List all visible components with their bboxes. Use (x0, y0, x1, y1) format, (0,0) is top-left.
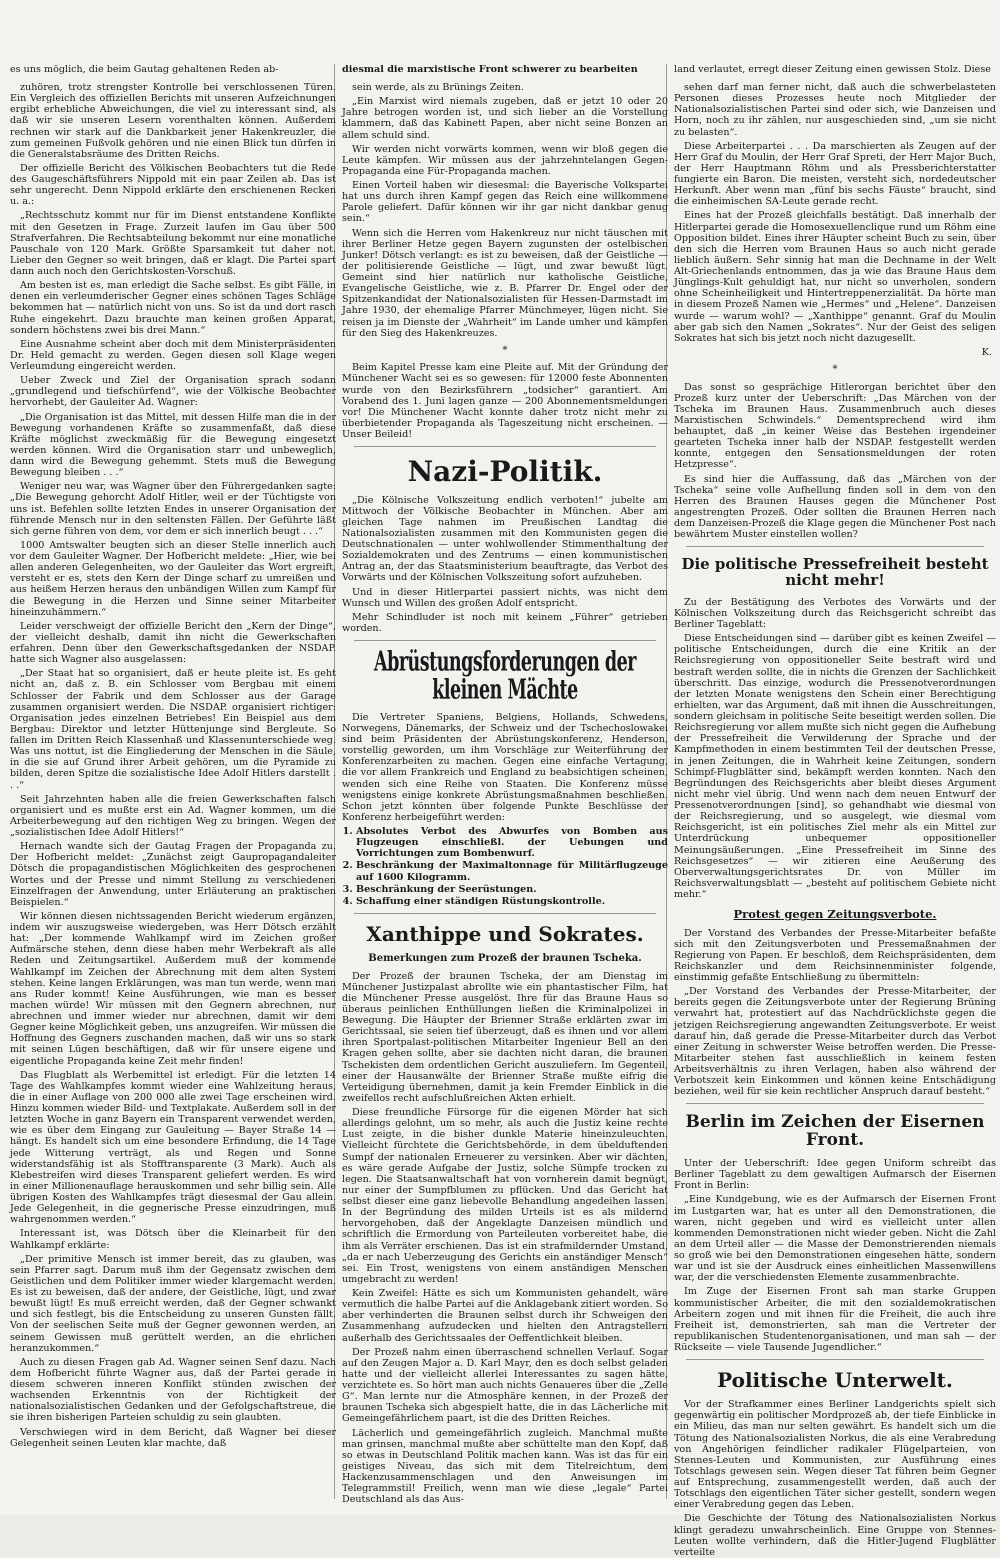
paragraph: Wir können diesen nichtssagenden Bericht wiederum ergänzen, indem wir auszugsweise wiedergeben, was Herr Dötsch erzählt hat: „Der kommende Wahlkampf wird im Zeichen großer Aufmärsche stehen, denn diese haben mehr Werbekraft als alle Reden und Zeitungsartikel. Außerdem muß der kommende Wahlkampf im Zeichen der Abrechnung mit dem alten System stehen. Keine langen Erklärungen, was man tun werde, wenn man ans Ruder kommt! Keine Ausführungen, wie man es besser machen würde! Wir müssen mit den Gegnern abrechnen, nur abrechnen und immer wieder nur abrechnen, damit wir dem Gegner keine Möglichkeit geben, uns anzugreifen. Wir müssen die Hoffnung des Gegners zuschanden machen, daß wir uns so stark mit seinen Lügen beschäftigen, daß wir für unsere eigene und eigentliche Propaganda keine Zeit mehr finden! (10, 910, 336, 1067)
section-divider (354, 913, 656, 914)
demand-item: 1. Absolutes Verbot des Abwurfes von Bomben aus Flugzeugen einschließl. der Uebungen und Vorrichtungen zum Bombenwurf. (356, 826, 668, 859)
column-2-top-line: diesmal die marxistische Front schwerer zu bearbeiten (342, 64, 638, 75)
paragraph: Es sind hier die Auffassung, daß das „Märchen von der Tscheka“ seine volle Aufhellung finden soll in dem von den Herren des Braunen Hauses gegen die Münchener Post angestrengten Prozeß. Oder sollten die Braunen Herren nach dem Danzeisen-Prozeß die Klage gegen die Münchener Post nach bewährtem Muster einstellen wollen? (674, 473, 996, 541)
paragraph: Eine Ausnahme scheint aber doch mit dem Ministerpräsidenten Dr. Held gemacht zu werden. Gegen diesen soll Klage wegen Verleumdung eingereicht werden. (10, 338, 336, 372)
paragraph: zuhören, trotz strengster Kontrolle bei verschlossenen Türen. Ein Vergleich des offiziellen Berichts mit unseren Aufzeichnungen ergibt erhebliche Abweichungen, die viel zu interessant sind, als daß wir sie unseren Lesern vorenthalten können. Außerdem rechnen wir stark auf die Dankbarkeit jener Hakenkreuzler, die zum gemeinen Fußvolk gehören und nie einen Blick tun dürfen in die Generalstabsräume des Dritten Reichs. (10, 82, 336, 160)
column-3 (670, 82, 1000, 1558)
paragraph: Diese Arbeiterpartei . . . Da marschierten als Zeugen auf der Herr Graf du Moulin, der Herr Graf Spreti, der Herr Major Buch, der Herr Hauptmann Röhm und als Pressberichterstatter fungierte ein Baron. Die meisten, versteht sich, nordedeutscher Herkunft. Aber wenn man „fünf bis sechs Fäuste“ braucht, sind die einheimischen SA-Leute gerade recht. (674, 140, 996, 208)
paragraph: Beim Kapitel Presse kam eine Pleite auf. Mit der Gründung der Münchener Wacht sei es so gewesen: für 12000 feste Abonnenten wurde von den Bezirksführern „todsicher“ garantiert. Am Vorabend des 1. Juni lagen ganze — 200 Abonnementsmeldungen vor! Die Münchener Wacht konnte daher trotz nicht mehr zu überbietender Propaganda als Tageszeitung nicht erscheinen. — Unser Beileid! (342, 362, 668, 441)
paragraph: Zu der Bestätigung des Verbotes des Vorwärts und der Kölnischen Volkszeitung durch das Reichsgericht schreibt das Berliner Tageblatt: (674, 596, 996, 631)
berlin-article (674, 1158, 996, 1353)
col3-xanthippe-continued (674, 82, 996, 344)
col3-hitler-organ-note (674, 382, 996, 541)
paragraph: Kein Zweifel: Hätte es sich um Kommunisten gehandelt, wäre vermutlich die halbe Partei auf die Anklagebank zitiert worden. So aber verhinderten die Braunen selbst durch ihr Schweigen den Zusammenhang aufzudecken und hielten den Antragstellern außerhalb des Gerichtssaales der Oeffentlichkeit bleiben. (342, 1288, 668, 1344)
paragraph: Weniger neu war, was Wagner über den Führergedanken sagte: „Die Bewegung gehorcht Adolf Hitler, weil er der Tüchtigste von uns ist. Befehlen sollte letzten Endes in unserer Organisation der führende Mensch nur in den seltensten Fällen. Der Geführte läßt sich gerne führen von dem, vor dem er sich innerlich beugt . . .“ (10, 481, 336, 537)
section-divider (354, 446, 656, 447)
paragraph: 1000 Amtswalter beugten sich an dieser Stelle innerlich auch vor dem Gauleiter Wagner. Der Hofbericht meldete: „Hier, wie bei allen anderen Gelegenheiten, wo der Gauleiter das Wort ergreift, versteht er es, stets den Kern der Dinge scharf zu umreißen und aus heißem Herzen heraus den unbändigen Willen zum Kampf für die Bewegung in die Herzen und Sinne seiner Mitarbeiter hineinzuhämmern.“ (10, 539, 336, 618)
paragraph: „Der Staat hat so organisiert, daß er heute pleite ist. Es geht nicht an, daß z. B. ein Schlosser vom Bergbau mit einem Schlosser der Fabrik und dem Schlosser aus der Garage zusammen organisiert werden. Die NSDAP. organisiert richtiger: Organisation jedes einzelnen Betriebes! Ein Beispiel aus dem Bergbau: Direktor und letzter Hüttenjunge sind Bergleute. So fallen im Dritten Reich Klassenhaß und Klassenunterschiede weg. Was uns nottut, ist die Eingliederung der Menschen in die Säule, in die sie auf Grund ihrer Arbeit gehören, um die Pyramide zu bilden, deren Spitze die sozialistische Idee Adolf Hitlers darstellt . . .“ (10, 668, 336, 791)
paragraph: Hernach wandte sich der Gautag Fragen der Propaganda zu. Der Hofbericht meldet: „Zunächst zeigt Gaupropagandaleiter Dötsch die propagandistischen Möglichkeiten des gesprochenen Wortes und der Presse und nimmt Stellung zu verschiedenen Einzelfragen der Anwendung, unter Erläuterung an praktischen Beispielen.“ (10, 841, 336, 908)
paragraph: sehen darf man ferner nicht, daß auch die schwerbelasteten Personen dieses Prozesses heute noch Mitglieder der Nationalsozialistischen Partei sind oder sich, wie Danzeisen und Horn, noch zu ihr zählen, nur ausgeschieden sind, „um sie nicht zu belasten“. (674, 82, 996, 138)
paragraph: „Die Kölnische Volkszeitung endlich verboten!“ jubelte am Mittwoch der Völkische Beobachter in München. Aber am gleichen Tage nahmen im Preußischen Landtag die Nationalsozialisten zusammen mit den Kommunisten gegen die Deutschnationalen — unter wohlwollender Stimmenthaltung der Sozialdemokraten und des Zentrums — einen kommunistischen Antrag an, der das Staatsministerium beauftragte, das Verbot des Vorwärts und der Kölnischen Volkszeitung sofort aufzuheben. (342, 494, 668, 584)
nazi-politik-headline: Nazi-Politik. (407, 455, 603, 489)
paragraph: Interessant ist, was Dötsch über die Kleinarbeit für den Wahlkampf erklärte: (10, 1228, 336, 1251)
paragraph: Der Prozeß nahm einen überraschend schnellen Verlauf. Sogar auf den Zeugen Major a. D. Karl Mayr, den es doch selbst geladen hatte und der vielleicht allerlei Interessantes zu sagen hätte, verzichtete es. So hört man auch nichts Genaueres über die „Zelle G“. Man lernte nur die Atmosphäre kennen, in der Prozeß der braunen Tscheka sich abgespielt hatte, die in das Lächerliche mit Gemeingefährlichem paart, ist die des Dritten Reiches. (342, 1346, 668, 1425)
paragraph: Der Vorstand des Verbandes der Presse-Mitarbeiter befaßte sich mit den Zeitungsverboten und Pressemaßnahmen der Regierung von Papen. Er beschloß, dem Reichspräsidenten, dem Reichskanzler und dem Reichsinnenminister folgende, einstimmig gefaßte Entschließung zu übermitteln: (674, 927, 996, 984)
paragraph: Der Prozeß der braunen Tscheka, der am Dienstag im Münchener Justizpalast abrollte wie ein phantastischer Film, hat die Münchener Presse ausgelöst. Ihre für das Braune Haus so überaus peinlichen Enthüllungen ließen die Kriminalpolizei in Bewegung. Die Häupter der Brienner Straße erklärten zwar im Gerichtssaal, sie seien tief überzeugt, daß es ihnen und vor allem ihren Sportpalast-politischen Mitarbeiter Ingenieur Bell an den Kragen gehen sollte, aber sie dachten nicht daran, die braunen Tschekisten dem ordentlichen Gericht auszuliefern. Im Gegenteil, einer der Hausanwälte der Brienner Straße mußte eifrig die Verteidigung übernehmen, damit ja kein Fremder Einblick in die zweifellos recht aufschlußreichen Akten erhielt. (342, 970, 668, 1104)
paragraph: Ueber Zweck und Ziel der Organisation sprach sodann „grundlegend und tiefschürfend“, wie der Völkische Beobachter hervorhebt, der Gauleiter Ad. Wagner: (10, 375, 336, 409)
paragraph: Wenn sich die Herren vom Hakenkreuz nur nicht täuschen mit ihrer Berliner Hetze gegen Bayern zugunsten der ostelbischen Junker! Dötsch verlangt: es ist zu beweisen, daß der Geistliche — der politisierende Geistliche — lügt, und zwar bewußt lügt. Gemeint sind hier natürlich nur katholische Geistliche, Evangelische Geistliche, wie z. B. Pfarrer Dr. Engel oder der Spitzenkandidat der Nationalsozialisten für Hessen-Darmstadt im Jahre 1930, der ehemalige Pfarrer Münchmeyer, lügen nicht. Sie reisen ja im Dienste der „Wahrheit“ im Lande umher und kämpfen für den Sieg des Hakenkreuzes. (342, 227, 668, 339)
paragraph: Seit Jahrzehnten haben alle die freien Gewerkschaften falsch organisiert und es mußte erst ein Ad. Wagner kommen, um die Arbeiterbewegung auf den richtigen Weg zu bringen. Wegen der „sozialistischen Idee Adolf Hitlers!“ (10, 793, 336, 838)
separator-star: * (502, 344, 508, 356)
author-signature: K. (981, 346, 992, 358)
demand-item: 4. Schaffung einer ständigen Rüstungskontrolle. (356, 896, 668, 907)
section-divider (686, 1359, 984, 1360)
paragraph: „Eine Kundgebung, wie es der Aufmarsch der Eisernen Front im Lustgarten war, hat es unter all den Demonstrationen, die waren, nicht gegeben und wird es vielleicht unter allen kommenden Demonstrationen nicht wieder geben. Nicht die Zahl an dem Urteil aller — die Masse der Demonstrierenden niemals so groß wie bei den Demonstrationen eingesehen hätte, sondern war und ist sie der Ausdruck eines einheitlichen Massenwillens war, der die verschiedensten Elemente zusammenbrachte. (674, 1194, 996, 1284)
column-2 (338, 82, 672, 1506)
protest-headline: Protest gegen Zeitungsverbote. (733, 907, 937, 922)
paragraph: Leider verschweigt der offizielle Bericht den „Kern der Dinge“, der vielleicht deshalb, damit ihn nicht die Gewerkschaften erfahren. Denn über den Gewerkschaftsgedanken der NSDAP. hatte sich Wagner also ausgelassen: (10, 620, 336, 666)
protest-article (674, 928, 996, 1098)
paragraph: Wir werden nicht vorwärts kommen, wenn wir bloß gegen die Leute kämpfen. Wir müssen aus der jahrzehntelangen Gegen-Propaganda eine Für-Propaganda machen. (342, 143, 668, 177)
paragraph: Diese Entscheidungen sind — darüber gibt es keinen Zweifel — politische Entscheidungen, durch die eine Kritik an der Reichsregierung von oppositioneller Seite bestraft wird und bestraft werden sollte, die in nichts die Grenzen der Sachlichkeit überschritt. Das einzige, wodurch die Pressenotverordnungen der letzten Monate wenigstens den Schein einer Berechtigung erhielten, war das Argument, daß mit ihnen die Ausschreitungen, sondern gleichsam in politische Seite beseitigt werden sollen. Die Reichsregierung vor allem mußte sich nicht gegen die Aufhebung der Pressefreiheit die Verwilderung der Sprache und der Kampfmethoden in einem bestimmten Teil der deutschen Presse, in jenen Zeitungen, die in Wahrheit keine Zeitungen, sondern Schimpf-Flugblätter sind, bekämpft werden konnten. Nach den Begründungen des Reichsgerichts aber bleibt dieses Argument nicht mehr viel übrig. Und wenn nach dem neuen Entwurf der Pressenotverordnungen [sind], so gehandhabt wie diesmal von der Reichsregierung, und so ausgelegt, wie diesmal vom Reichsgericht, ist ein politisches Ziel mehr als ein Mittel zur Unterdrückung unbequemer oppositioneller Meinungsäußerungen. „Eine Pressefreiheit im Sinne des Reichsgesetzes“ — wir zitieren eine Aeußerung des Oberverwaltungsgerichtsrates Dr. von Müller im Reichsverwaltungsblatt — „besteht auf politischem Gebiete nicht mehr.“ (674, 633, 996, 901)
abruestung-article (342, 712, 668, 823)
demand-item: 3. Beschränkung der Seerüstungen. (356, 884, 668, 895)
column-1-body (10, 82, 336, 1449)
paragraph: „Ein Marxist wird niemals zugeben, daß er jetzt 10 oder 20 Jahre betrogen worden ist, und sich lieber an die Vorstellung klammern, daß das Kabinett Papen, aber nicht seine Bonzen an allem schuld sind. (342, 96, 668, 141)
paragraph: sein werde, als zu Brünings Zeiten. (352, 82, 524, 93)
pressefreiheit-article (674, 597, 996, 900)
unterwelt-article (674, 1399, 996, 1558)
paragraph: Auch zu diesen Fragen gab Ad. Wagner seinen Senf dazu. Nach dem Hofbericht führte Wagner aus, daß der Partei gerade in diesem schweren inneren Konflikt stünden zwischen der wachsenden Erkenntnis von der Richtigkeit der nationalsozialistischen Gedanken und der Gefolgschaftstreue, die sie ihren bisherigen Parteien schuldig zu sein glaubten. (10, 1356, 336, 1424)
paragraph: Vor der Strafkammer eines Berliner Landgerichts spielt sich gegenwärtig ein politischer Mordprozeß ab, der tiefe Einblicke in ein Milieu, das man nur selten gewährt. Es handelt sich um die Tötung des Nationalsozialisten Norkus, die als eine Verabredung von Angehörigen feindlicher radikaler Flügelparteien, von Stennes-Leuten und Kommunisten, zur Ausführung eines Totschlags gewesen sein. Wegen dieser Tat führen beim Gegner auf Entsprechung, zusammengestellt werden, daß auch der Totschlags den eigentlichen Täter sicher gestellt, sondern wegen einer Verabredung gegen das Leben. (674, 1399, 996, 1511)
section-divider (686, 546, 984, 547)
paragraph: Der offizielle Bericht des Völkischen Beobachters tut die Rede des Gaugeschäftsführers Nippold mit ein paar Zeilen ab. Das ist sehr ungerecht. Denn Nippold erklärte den erschienenen Recken u. a.: (10, 162, 336, 208)
paragraph: „Der primitive Mensch ist immer bereit, das zu glauben, was sein Pfarrer sagt. Darum muß ihm der Gegensatz zwischen dem Geistlichen und dem Politiker immer wieder klargemacht werden. Es ist zu beweisen, daß der andere, der Geistliche, lügt, und zwar bewußt lügt! Es muß erreicht werden, daß der Gegner schwankt und sich festlegt, bis die Entscheidung zu unseren Gunsten fällt. Von der seelischen Seite muß der Gegner gewonnen werden, an seinem Gewissen muß gerüttelt werden, an die ehrlichen heranzukommen.“ (10, 1253, 336, 1354)
column-1 (6, 82, 340, 1499)
separator-star: * (832, 364, 838, 375)
col2-press-note (342, 362, 668, 440)
abruestung-demands-list (356, 826, 668, 907)
paragraph: Mehr Schindluder ist noch mit keinem „Führer“ getrieben worden. (342, 611, 668, 634)
unterwelt-headline: Politische Unterwelt. (717, 1368, 953, 1393)
xanthippe-subheadline: Bemerkungen zum Prozeß der braunen Tscheka. (368, 952, 642, 964)
abruestung-headline: Abrüstungsforderungen der kleinen Mächte (374, 647, 636, 707)
paragraph: Die Vertreter Spaniens, Belgiens, Hollands, Schwedens, Norwegens, Dänemarks, der Schweiz und der Tschechoslowakei sind beim Präsidenten der Abrüstungskonferenz, Henderson, vorstellig geworden, um ihm Vorschläge zur Weiterführung der Konferenzarbeiten zu machen. Gegen eine einfache Vertagung, die vor allem Frankreich und England zu beabsichtigen scheinen, wenden sich eine Reihe von Staaten. Die Konferenz müsse wenigstens einige konkrete Abrüstungsmaßnahmen beschließen. Schon jetzt könnten über folgende Punkte Beschlüsse der Konferenz herbeigeführt werden: (342, 711, 668, 823)
paragraph: Lächerlich und gemeingefährlich zugleich. Manchmal mußte man grinsen, manchmal mußte aber schüttelte man den Kopf, daß so etwas in Deutschland Politik machen kann. Was ist das für ein geistiges Niveau, das sich mit dem Titelreichtum, dem Hackenzusammenschlagen und den Anweisungen im Telegrammstil! Freilich, wenn man wie diese „legale“ Partei Deutschland als das Aus- (342, 1427, 668, 1506)
paragraph: „Die Organisation ist das Mittel, mit dessen Hilfe man die in der Bewegung vorhandenen Kräfte so zusammenfaßt, daß diese Kräfte möglichst zweckmäßig für die Bewegung eingesetzt werden können. Wird die Organisation starr und unbeweglich, dann wird die Bewegung gehemmt. Stets muß die Bewegung Bewegung bleiben . . .“ (10, 411, 336, 479)
pressefreiheit-headline: Die politische Pressefreiheit besteht nicht mehr! (681, 555, 989, 590)
paragraph: Diese freundliche Fürsorge für die eigenen Mörder hat sich allerdings gelohnt, um so mehr, als auch die Justiz keine rechte Lust zeigte, in die bisher dunkle Materie hineinzuleuchten. Vielleicht fürchtete die Gerichtsbehörde, in dem übelduftenden Sumpf der nationalen Erneuerer zu versinken. Aber wir dächten, es wäre gerade Aufgabe der Justiz, solche Sümpfe trocken zu legen. Die Staatsanwaltschaft hat von vornherein damit begnügt, nur einer der Sumpfblumen zu pflücken. Und das Gericht hat selbst dieser eine ganz liebevolle Behandlung angedeihen lassen. In der Begründung des milden Urteils ist es als mildernd hervorgehoben, daß der Angeklagte Danzeisen mündlich und schriftlich die Ermordung von Parteileuten vorbereitet habe, die ihm als Verräter erschienen. Das ist ein strafmildernder Umstand, „da er nach Ueberzeugung des Gerichts ein anständiger Mensch“ sei. Ein Trost, wenigstens von einem anständigen Menschen umgebracht zu werden! (342, 1107, 668, 1285)
nazi-politik-article (342, 495, 668, 635)
paragraph: Eines hat der Prozeß gleichfalls bestätigt. Daß innerhalb der Hitlerpartei gerade die Homosexuellenclique rund um Röhm eine Opposition bildet. Eines ihrer Häupter scheint Buch zu sein, über den sich die Herren vom Braunen Haus so auch nicht gerade lieblich äußern. Sehr sinnig hat man die Dechname in der Welt Alt-Griechenlands entnommen, das ja wie das Braune Haus dem Jünglings-Kult gehuldigt hat, nur nicht so unverholen, sondern ohne Scheinheiligkeit und Hintertreppenerzialität. Da hörte man in diesem Prozeß Namen wie „Hermes“ und „Helene“. Danzeisen wurde — warum wohl? — „Xanthippe“ genannt. Graf du Moulin aber gab sich den Namen „Sokrates“. Nur der Geist des seligen Sokrates hat sich bis jetzt noch nicht dazugesellt. (674, 210, 996, 344)
section-divider (354, 640, 656, 641)
column-3-top-line: land verlautet, erregt dieser Zeitung einen gewissen Stolz. Diese (674, 64, 991, 75)
section-divider (686, 1103, 984, 1104)
xanthippe-article (342, 971, 668, 1506)
paragraph: Das sonst so gesprächige Hitlerorgan berichtet über den Prozeß kurz unter der Ueberschrift: „Das Märchen von der Tscheka im Braunen Haus. Zusammenbruch auch dieses Marxistischen Schwindels.“ Dementsprechend wird ihm behauptet, daß „in keiner Weise das Bestehen irgendeiner gearteten Tscheka inner halb der NSDAP. festgestellt werden konnte, entgegen den Sensationsmeldungen der roten Hetzpresse“. (674, 381, 996, 471)
berlin-headline: Berlin im Zeichen der Eisernen Front. (685, 1112, 985, 1151)
paragraph: Die Geschichte der Tötung des Nationalsozialisten Norkus klingt geradezu unwahrscheinlich. Eine Gruppe von Stennes-Leuten wollte verhindern, daß die Hitler-Jugend Flugblätter verteilte (674, 1513, 996, 1558)
col2-intro (342, 82, 668, 339)
demand-item: 2. Beschränkung der Maximaltonnage für Militärflugzeuge auf 1600 Kilogramm. (356, 860, 668, 882)
paragraph: „Der Vorstand des Verbandes der Presse-Mitarbeiter, der bereits gegen die Zeitungsverbote unter der Regierung Brüning verwahrt hat, protestiert auf das Nachdrücklichste gegen die jetzigen Reichsregierung angewandten Zeitungsverbote. Er weist darauf hin, daß gerade die Presse-Mitarbeiter durch das Verbot einer Zeitung in schwerster Weise betroffen werden. Die Presse-Mitarbeiter stehen fast ausschließlich in keinem festen Arbeitsverhältnis zu ihren Verlagen, haben also während der Verbotszeit kein Einkommen und können keine Entschädigung beziehen, weil für sie kein rechtlicher Anspruch darauf besteht.“ (674, 986, 996, 1098)
paragraph: Verschwiegen wird in dem Bericht, daß Wagner bei dieser Gelegenheit seinen Leuten klar machte, daß (10, 1426, 336, 1449)
paragraph: Im Zuge der Eisernen Front sah man starke Gruppen kommunistischer Arbeiter, die mit den sozialdemokratischen Arbeitern zogen und mit ihnen für die Freiheit, die auch ihre Freiheit ist, demonstrierten, sah man die Vertreter der republikanischen Studentenorganisationen, und man sah — der Rückseite — viele Tausende Jugendlicher.“ (674, 1286, 996, 1354)
paragraph: Am besten ist es, man erledigt die Sache selbst. Es gibt Fälle, in denen ein verleumderischer Gegner eines schönen Tages Schläge bekommen hat — natürlich nicht von uns. So ist da und dort rasch Ruhe eingekehrt. Dazu brauchte man keinen großen Apparat, sondern höchstens zwei bis drei Mann.“ (10, 280, 336, 336)
paragraph: Und in dieser Hitlerpartei passiert nichts, was nicht dem Wunsch und Willen des großen Adolf entspricht. (342, 586, 668, 609)
paragraph: Unter der Ueberschrift: Idee gegen Uniform schreibt das Berliner Tageblatt zu dem gewaltigen Aufmarsch der Eisernen Front in Berlin: (674, 1158, 996, 1192)
column-1-top-line: es uns möglich, die beim Gautag gehaltenen Reden ab- (10, 64, 279, 75)
paragraph: Das Flugblatt als Werbemittel ist erledigt. Für die letzten 14 Tage des Wahlkampfes kommt wieder eine Wahlzeitung heraus, die in einer Auflage von 200 000 alle zwei Tage erscheinen wird. Hinzu kommen wieder Bild- und Textplakate. Außerdem soll in der letzten Woche in ganz Bayern ein Transparent verwendet werden, wie es über dem Eingang zur Gauleitung — Bayer Straße 14 — hängt. Es handelt sich um eine besondere Erfindung, die 14 Tage jede Witterung verträgt, als und Regen und Sonne widerstandsfähig ist als Stofftransparente (3 Mark). Auch als Klebestreifen wird dieses Transparent geliefert werden. Es wird in einer Millionenauflage herauskommen und sehr billig sein. Alle übrigen Kosten des Wahlkampfes trägt diesesmal der Gau allein. Jede Gelegenheit, in die gegnerische Presse einzudringen, muß wahrgenommen werden.“ (10, 1069, 336, 1226)
xanthippe-headline: Xanthippe und Sokrates. (366, 921, 644, 946)
paragraph: „Rechtsschutz kommt nur für im Dienst entstandene Konflikte mit den Gesetzen in Frage. Zurzeit laufen im Gau über 500 Strafverfahren. Die Rechtsabteilung bekommt nur eine monatliche Pauschale von 120 Mark. Größte Sparsamkeit tut daher not. Lieber den Gegner so weit bringen, daß er klagt. Die Partei spart dann auch noch den Gerichtskosten-Vorschuß. (10, 210, 336, 277)
paragraph: Einen Vorteil haben wir diesesmal: die Bayerische Volkspartei hat uns durch ihren Kampf gegen das Reich eine willkommene Parole geliefert. Dafür können wir ihr gar nicht dankbar genug sein.“ (342, 180, 668, 225)
